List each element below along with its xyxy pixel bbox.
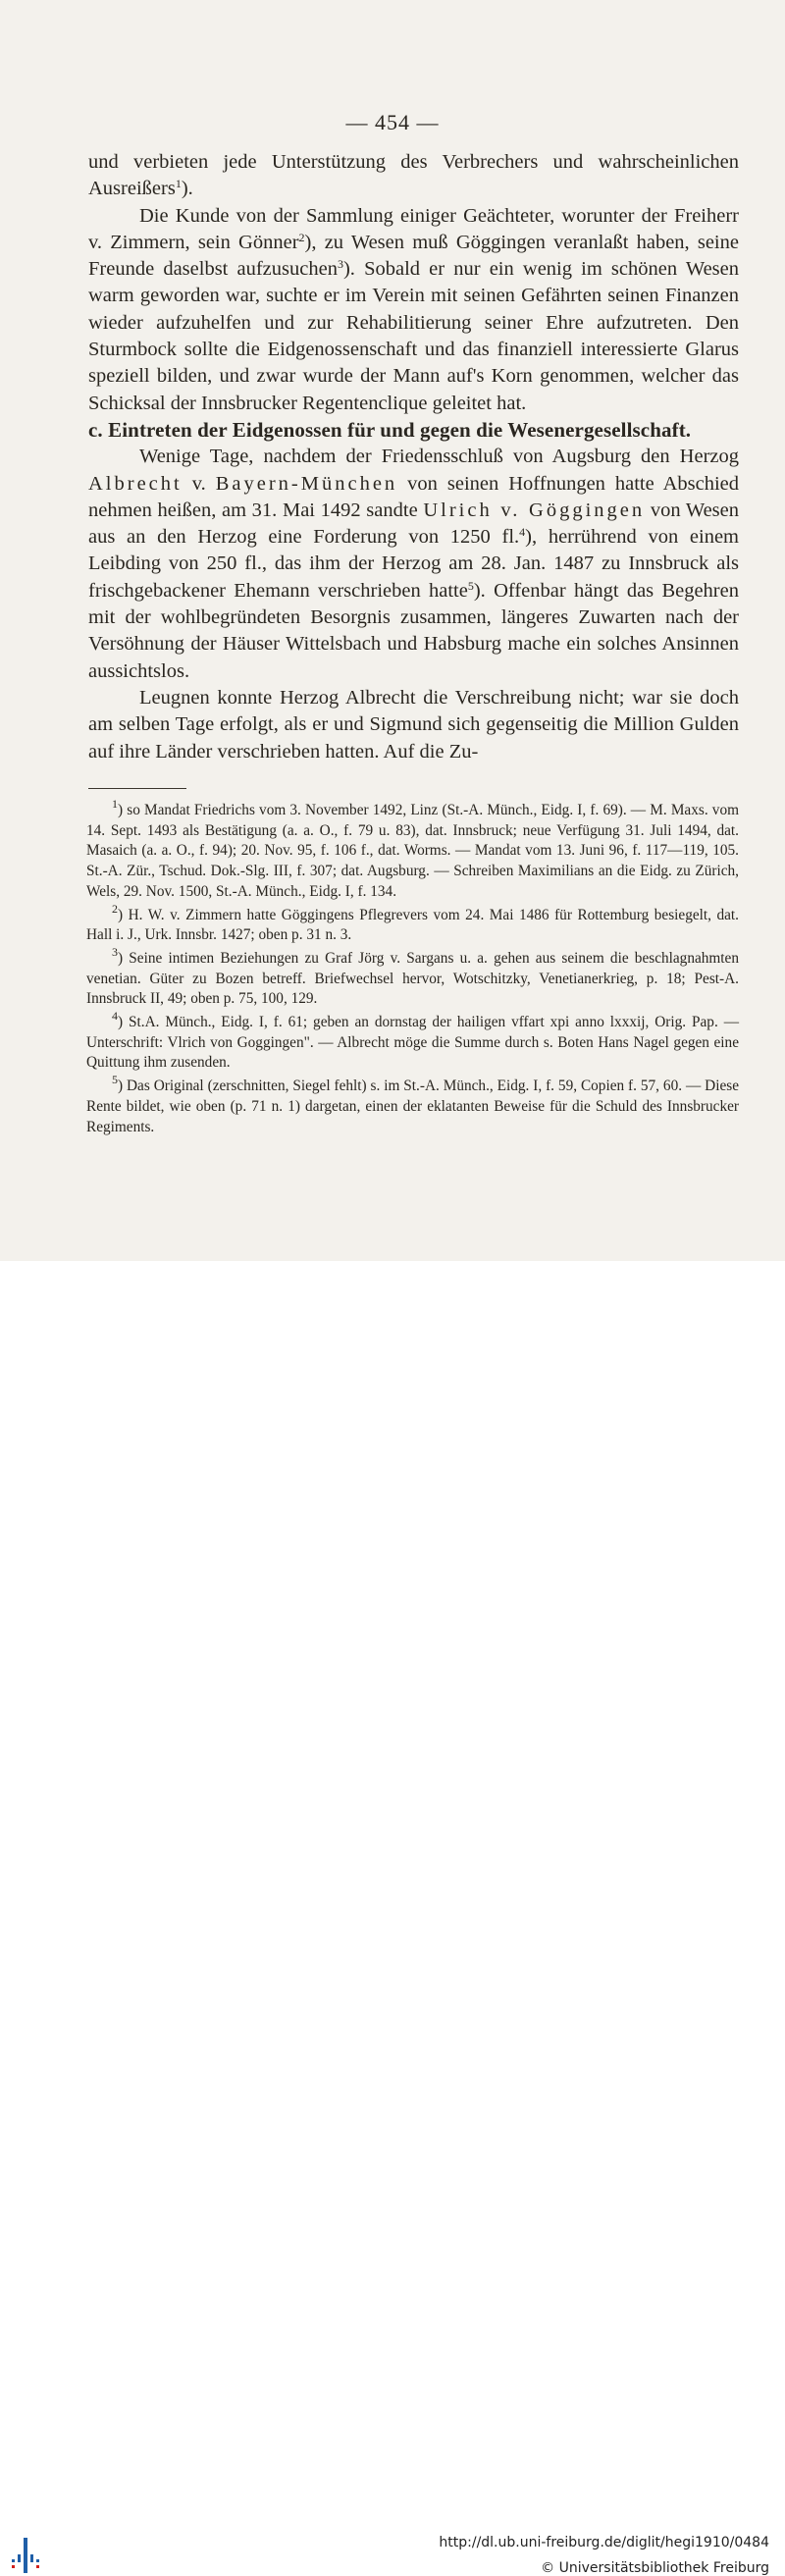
footnote-text: ) H. W. v. Zimmern hatte Göggingens Pflegrevers vom 24. Mai 1486 für Rottemburg besiegelt, dat. Hall i. J., Urk. Innsbr. 1427; oben p. 31 n. 3. bbox=[86, 906, 739, 944]
footnote-mark: 5 bbox=[112, 1073, 118, 1087]
spaced-name-bayern: Bayern-München bbox=[215, 472, 398, 495]
footnote-ref-4[interactable]: 4 bbox=[519, 525, 526, 540]
paragraph-3-text-c: von seinen Hoffnungen hatte Abschied nehmen heißen, am 31. Mai 1492 sandte bbox=[88, 472, 739, 521]
footnote-5 bbox=[86, 1073, 739, 1137]
paragraph-3-text-a: Wenige Tage, nachdem der Friedensschluß von Augsburg den Herzog bbox=[139, 446, 739, 468]
footnote-mark: 2 bbox=[112, 901, 118, 916]
footnote-mark: 1 bbox=[112, 797, 118, 811]
spaced-name-ulrich: Ulrich v. Göggingen bbox=[423, 499, 646, 521]
footnote-mark: 4 bbox=[112, 1009, 118, 1024]
footnote-ref-5[interactable]: 5 bbox=[467, 578, 474, 593]
paragraph-3 bbox=[88, 444, 739, 685]
scanned-page bbox=[0, 0, 785, 1261]
footnote-ref-2[interactable]: 2 bbox=[298, 230, 305, 244]
spaced-name-albrecht: Albrecht bbox=[88, 472, 183, 495]
paragraph-1 bbox=[88, 149, 739, 203]
footer-bar bbox=[0, 1261, 785, 2576]
footnote-2 bbox=[86, 901, 739, 946]
footnote-ref-1[interactable]: 1 bbox=[175, 177, 182, 191]
copyright-notice: © Universitätsbibliothek Freiburg bbox=[541, 2560, 769, 2576]
paragraph-2-text-b: ), zu Wesen muß Göggingen veranlaßt haben, seine Freunde daselbst aufzusuchen bbox=[88, 231, 739, 281]
footnote-text: ) so Mandat Friedrichs vom 3. November 1492, Linz (St.-A. Münch., Eidg. I, f. 69). — M. Maxs. vom 14. Sept. 1493 als Bestätigung (a. a. O., f. 79 u. 83), dat. Innsbruck; neue Verfügung 31. Juli 1494, dat. Masaich (a. a. O., f. 94); 20. Nov. 95, f. 106 f., dat. Worms. — Mandat vom 13. Juni 96, f. 117—119, 105. St.-A. Zür., Tschud. Dok.-Slg. III, f. 307; dat. Augsburg. — Schreiben Maximilians an die Eidg. zu Zürich, Wels, 29. Nov. 1500, St.-A. Münch., Eidg. I, f. 134. bbox=[86, 802, 739, 900]
paragraph-2 bbox=[88, 203, 739, 417]
paragraph-1-text: und verbieten jede Unterstützung des Verbrechers und wahrscheinlichen Ausreißers bbox=[88, 151, 739, 200]
paragraph-1-end: ). bbox=[181, 178, 193, 200]
footnote-text: ) St.A. Münch., Eidg. I, f. 61; geben an dornstag der hailigen vffart xpi anno lxxxij, Orig. Pap. — Unterschrift: Vlrich von Goggingen". — Albrecht möge die Summe durch s. Boten Hans Nagel gegen eine Quittung ihm zusenden. bbox=[86, 1014, 739, 1072]
page-number: — 454 — bbox=[345, 110, 440, 134]
paragraph-3-text-d: von Wesen aus an den Herzog eine Forderung von 1250 fl. bbox=[88, 499, 739, 549]
footnote-divider bbox=[88, 788, 186, 789]
footnote-1 bbox=[86, 797, 739, 903]
paragraph-3-text-b: v. bbox=[182, 472, 216, 495]
section-heading: c. Eintreten der Eidgenossen für und gegen die Wesenergesellschaft. bbox=[88, 417, 692, 442]
footnote-mark: 3 bbox=[112, 944, 118, 959]
footnote-text: ) Das Original (zerschnitten, Siegel fehlt) s. im St.-A. Münch., Eidg. I, f. 59, Copien f. 57, 60. — Diese Rente bildet, wie oben (p. 71 n. 1) dargetan, einen der eklatanten Beweise für die Schuld des Innsbrucker Regiments. bbox=[86, 1078, 739, 1135]
permalink-url[interactable]: http://dl.ub.uni-freiburg.de/diglit/hegi1910/0484 bbox=[439, 2535, 769, 2550]
footnote-4 bbox=[86, 1009, 739, 1074]
footnotes bbox=[86, 797, 739, 1140]
paragraph-2-text-c: ). Sobald er nur ein wenig im schönen Wesen warm geworden war, suchte er im Verein mit seinen Gefährten seinen Finanzen wieder aufzuhelfen und zur Rehabilitierung seiner Ehre aufzutreten. Den Sturmbock sollte die Eidgenossenschaft und das finanziell interessierte Glarus speziell bilden, und zwar wurde der Mann auf's Korn genommen, welcher das Schicksal der Innsbrucker Regentenclique geleitet hat. bbox=[88, 258, 740, 414]
paragraph-3-text-e: ), herrührend von einem Leibding von 250 fl., das ihm der Herzog am 28. Jan. 1487 zu Innsbruck als frischgebackener Ehemann verschrieben hatte bbox=[88, 526, 739, 602]
paragraph-2-text-a: Die Kunde von der Sammlung einiger Geächteter, worunter der Freiherr v. Zimmern, sein Gönner bbox=[88, 204, 739, 253]
paragraph-4: Leugnen konnte Herzog Albrecht die Verschreibung nicht; war sie doch am selben Tage erfolgt, als er und Sigmund sich gegenseitig die Million Gulden auf ihre Länder verschrieben hatten. Auf die Zu- bbox=[88, 686, 739, 762]
footnote-3 bbox=[86, 944, 739, 1010]
paragraph-3-text-f: ). Offenbar hängt das Begehren mit der wohlbegründeten Besorgnis zusammen, längeres Zuwarten nach der Versöhnung der Häuser Wittelsbach und Habsburg mache ein solches Ansinnen aussichtslos. bbox=[88, 579, 739, 682]
ub-freiburg-logo-icon[interactable] bbox=[10, 2536, 43, 2575]
footnote-text: ) Seine intimen Beziehungen zu Graf Jörg v. Sargans u. a. gehen aus seinem die beschlagnahmten venetian. Güter zu Bozen betreff. Briefwechsel hervor, Wotschitzky, Venetianerkrieg, p. 18; Pest-A. Innsbruck II, 49; oben p. 75, 100, 129. bbox=[86, 949, 739, 1008]
footnote-ref-3[interactable]: 3 bbox=[337, 257, 343, 272]
body-text bbox=[88, 149, 739, 765]
